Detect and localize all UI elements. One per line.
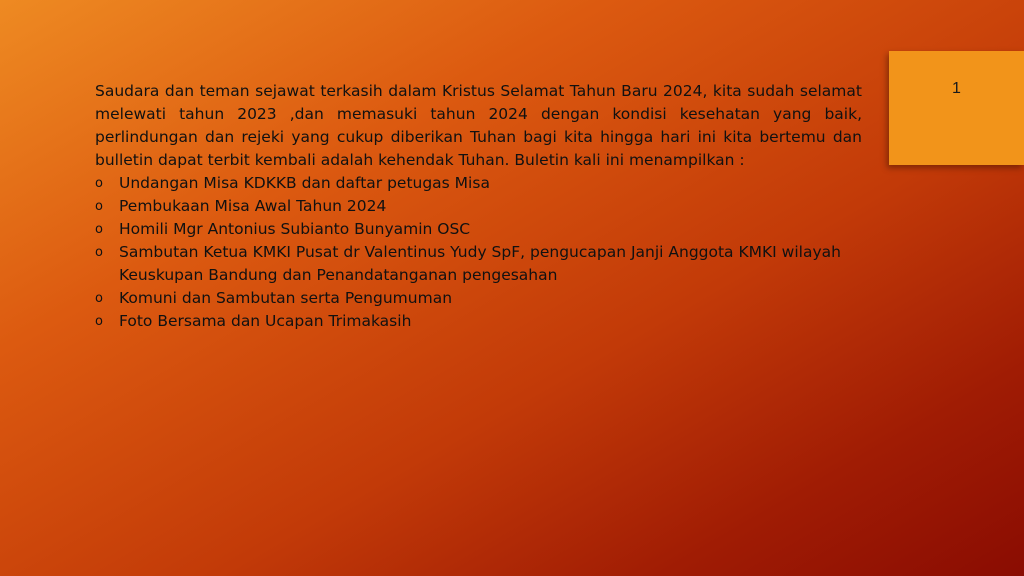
agenda-list xyxy=(95,172,862,333)
agenda-item xyxy=(95,241,862,287)
agenda-item-text: Pembukaan Misa Awal Tahun 2024 xyxy=(119,197,387,215)
bullet-icon: o xyxy=(95,199,103,214)
agenda-item-text: Undangan Misa KDKKB dan daftar petugas Misa xyxy=(119,174,490,192)
intro-paragraph: Saudara dan teman sejawat terkasih dalam Kristus Selamat Tahun Baru 2024, kita sudah selamat melewati tahun 2023 ,dan memasuki tahun 2024 dengan kondisi kesehatan yang baik, perlindungan dan rejeki yang cukup diberikan Tuhan bagi kita hingga hari ini kita bertemu dan bulletin dapat terbit kembali adalah kehendak Tuhan. Buletin kali ini menampilkan : xyxy=(95,82,862,169)
agenda-item xyxy=(95,218,862,241)
bullet-icon: o xyxy=(95,245,103,260)
agenda-item-text: Foto Bersama dan Ucapan Trimakasih xyxy=(119,312,412,330)
page-number-box xyxy=(889,51,1024,165)
agenda-item xyxy=(95,310,862,333)
page-number: 1 xyxy=(952,80,961,97)
agenda-item-text: Homili Mgr Antonius Subianto Bunyamin OSC xyxy=(119,220,471,238)
agenda-item-text: Sambutan Ketua KMKI Pusat dr Valentinus Yudy SpF, pengucapan Janji Anggota KMKI wilayah Keuskupan Bandung dan Penandatanganan pengesahan xyxy=(119,243,841,284)
agenda-item xyxy=(95,195,862,218)
slide-body xyxy=(95,80,862,333)
agenda-item xyxy=(95,287,862,310)
bullet-icon: o xyxy=(95,176,103,191)
bullet-icon: o xyxy=(95,222,103,237)
agenda-item-text: Komuni dan Sambutan serta Pengumuman xyxy=(119,289,453,307)
bullet-icon: o xyxy=(95,314,103,329)
bullet-icon: o xyxy=(95,291,103,306)
agenda-item xyxy=(95,172,862,195)
